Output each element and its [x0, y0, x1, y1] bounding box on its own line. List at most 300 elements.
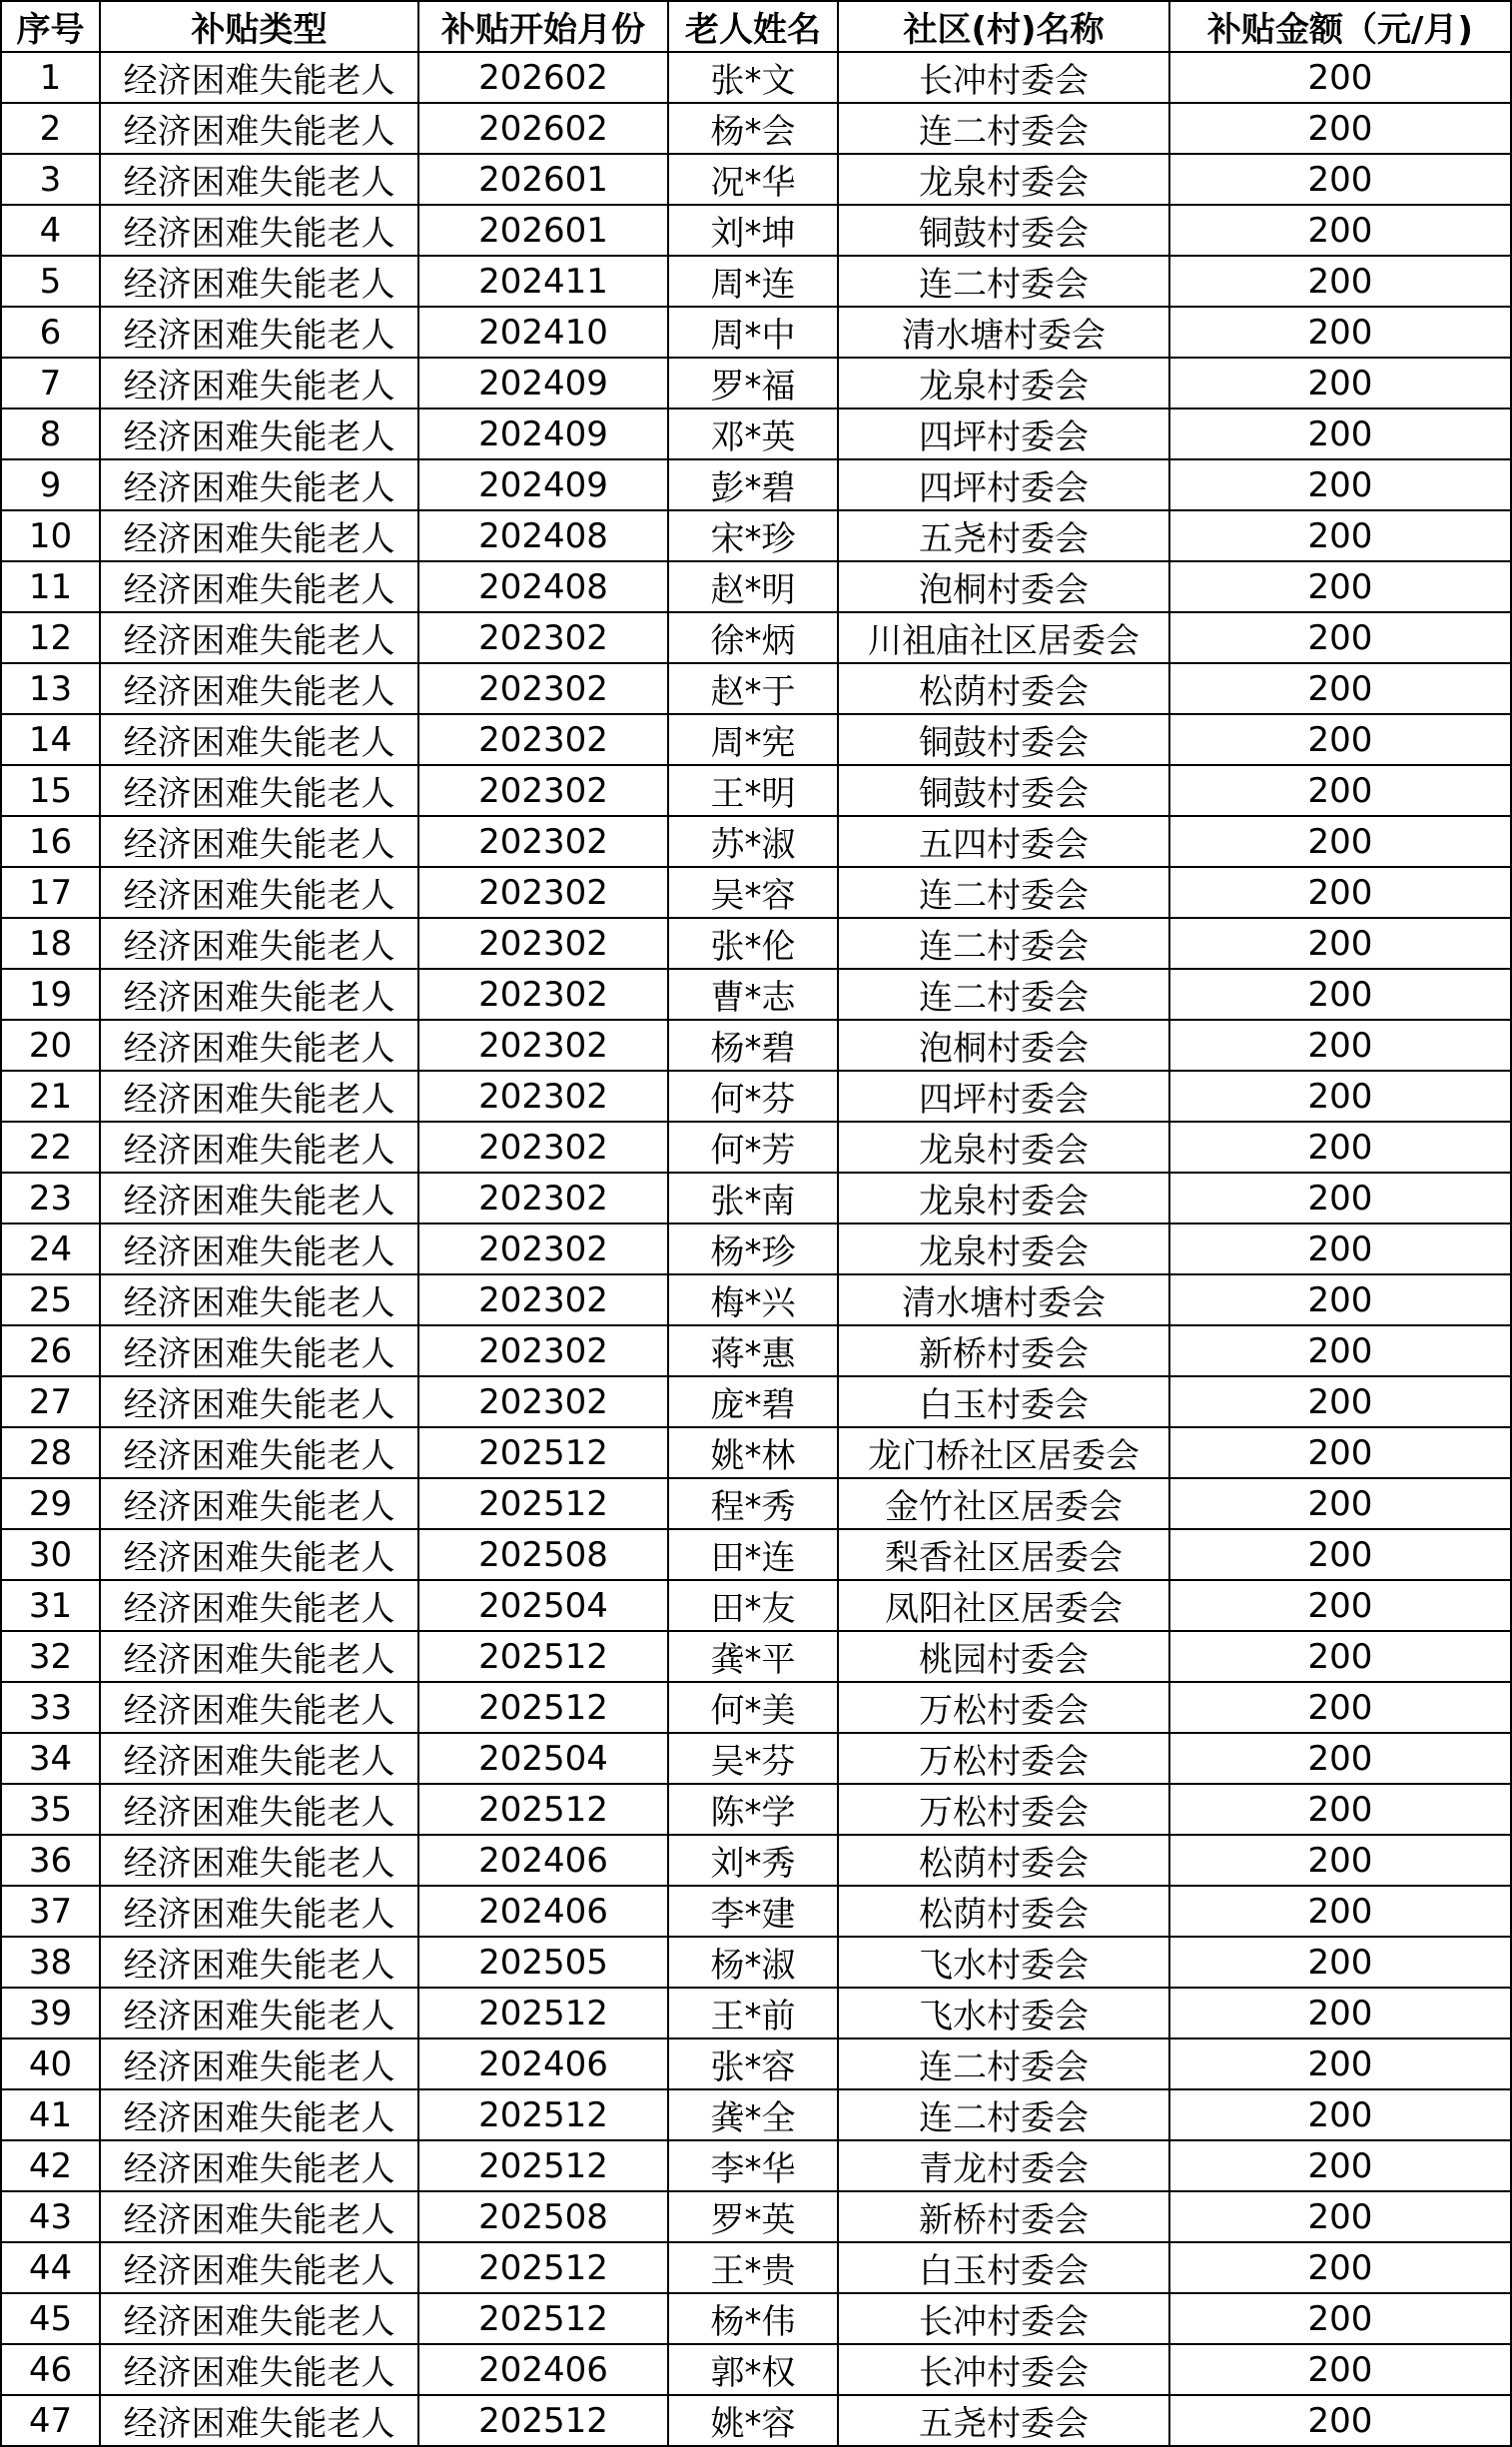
cell-subsidy-type: 经济困难失能老人: [100, 918, 418, 969]
cell-start-month: 202411: [418, 256, 668, 307]
cell-subsidy-type: 经济困难失能老人: [100, 1224, 418, 1274]
table-row: [1, 1682, 1511, 1733]
cell-amount: 200: [1169, 1937, 1511, 1988]
cell-amount: 200: [1169, 510, 1511, 561]
cell-elder-name: 张*容: [668, 2039, 838, 2089]
cell-serial: 16: [1, 816, 100, 867]
cell-elder-name: 王*前: [668, 1988, 838, 2039]
table-row: [1, 1733, 1511, 1784]
cell-subsidy-type: 经济困难失能老人: [100, 256, 418, 307]
cell-start-month: 202406: [418, 2344, 668, 2395]
cell-serial: 39: [1, 1988, 100, 2039]
cell-community: 连二村委会: [838, 2039, 1169, 2089]
table-row: [1, 765, 1511, 816]
cell-serial: 3: [1, 154, 100, 205]
cell-start-month: 202302: [418, 612, 668, 663]
cell-start-month: 202302: [418, 1122, 668, 1173]
cell-subsidy-type: 经济困难失能老人: [100, 1020, 418, 1071]
cell-subsidy-type: 经济困难失能老人: [100, 1886, 418, 1937]
cell-community: 泡桐村委会: [838, 1020, 1169, 1071]
cell-serial: 2: [1, 103, 100, 154]
cell-community: 铜鼓村委会: [838, 765, 1169, 816]
cell-community: 松荫村委会: [838, 1886, 1169, 1937]
cell-elder-name: 王*明: [668, 765, 838, 816]
cell-elder-name: 李*建: [668, 1886, 838, 1937]
cell-community: 桃园村委会: [838, 1631, 1169, 1682]
table-row: [1, 2395, 1511, 2446]
cell-elder-name: 姚*容: [668, 2395, 838, 2446]
cell-start-month: 202512: [418, 2293, 668, 2344]
cell-serial: 4: [1, 205, 100, 256]
header-amount: 补贴金额（元/月): [1169, 1, 1511, 52]
cell-amount: 200: [1169, 867, 1511, 918]
cell-start-month: 202512: [418, 2140, 668, 2191]
cell-amount: 200: [1169, 256, 1511, 307]
cell-serial: 20: [1, 1020, 100, 1071]
table-row: [1, 1478, 1511, 1529]
cell-amount: 200: [1169, 1173, 1511, 1224]
cell-subsidy-type: 经济困难失能老人: [100, 459, 418, 510]
cell-serial: 30: [1, 1529, 100, 1580]
table-row: [1, 510, 1511, 561]
cell-start-month: 202602: [418, 103, 668, 154]
cell-elder-name: 况*华: [668, 154, 838, 205]
cell-amount: 200: [1169, 1376, 1511, 1427]
table-row: [1, 918, 1511, 969]
cell-community: 万松村委会: [838, 1682, 1169, 1733]
cell-elder-name: 田*友: [668, 1580, 838, 1631]
cell-subsidy-type: 经济困难失能老人: [100, 2242, 418, 2293]
cell-community: 万松村委会: [838, 1784, 1169, 1835]
cell-subsidy-type: 经济困难失能老人: [100, 1071, 418, 1122]
cell-subsidy-type: 经济困难失能老人: [100, 1427, 418, 1478]
cell-subsidy-type: 经济困难失能老人: [100, 52, 418, 103]
cell-elder-name: 程*秀: [668, 1478, 838, 1529]
cell-subsidy-type: 经济困难失能老人: [100, 1784, 418, 1835]
cell-elder-name: 张*伦: [668, 918, 838, 969]
cell-subsidy-type: 经济困难失能老人: [100, 1376, 418, 1427]
cell-start-month: 202512: [418, 1988, 668, 2039]
cell-serial: 9: [1, 459, 100, 510]
cell-elder-name: 邓*英: [668, 408, 838, 459]
cell-subsidy-type: 经济困难失能老人: [100, 1733, 418, 1784]
cell-subsidy-type: 经济困难失能老人: [100, 867, 418, 918]
cell-amount: 200: [1169, 154, 1511, 205]
cell-elder-name: 杨*淑: [668, 1937, 838, 1988]
cell-subsidy-type: 经济困难失能老人: [100, 2191, 418, 2242]
cell-elder-name: 龚*全: [668, 2089, 838, 2140]
cell-amount: 200: [1169, 1427, 1511, 1478]
cell-amount: 200: [1169, 1325, 1511, 1376]
cell-elder-name: 罗*英: [668, 2191, 838, 2242]
cell-amount: 200: [1169, 1478, 1511, 1529]
header-elder-name: 老人姓名: [668, 1, 838, 52]
cell-community: 龙泉村委会: [838, 1224, 1169, 1274]
table-row: [1, 1224, 1511, 1274]
table-row: [1, 52, 1511, 103]
cell-start-month: 202406: [418, 1886, 668, 1937]
cell-elder-name: 彭*碧: [668, 459, 838, 510]
table-row: [1, 612, 1511, 663]
cell-serial: 38: [1, 1937, 100, 1988]
cell-community: 五尧村委会: [838, 2395, 1169, 2446]
cell-amount: 200: [1169, 358, 1511, 408]
cell-amount: 200: [1169, 2089, 1511, 2140]
cell-start-month: 202512: [418, 2395, 668, 2446]
cell-elder-name: 曹*志: [668, 969, 838, 1020]
cell-amount: 200: [1169, 1631, 1511, 1682]
cell-elder-name: 梅*兴: [668, 1274, 838, 1325]
cell-community: 清水塘村委会: [838, 307, 1169, 358]
cell-community: 龙门桥社区居委会: [838, 1427, 1169, 1478]
cell-serial: 34: [1, 1733, 100, 1784]
cell-community: 泡桐村委会: [838, 561, 1169, 612]
cell-subsidy-type: 经济困难失能老人: [100, 969, 418, 1020]
cell-serial: 40: [1, 2039, 100, 2089]
cell-community: 长冲村委会: [838, 2344, 1169, 2395]
cell-amount: 200: [1169, 1682, 1511, 1733]
table-row: [1, 1631, 1511, 1682]
cell-community: 飞水村委会: [838, 1937, 1169, 1988]
cell-elder-name: 李*华: [668, 2140, 838, 2191]
table-row: [1, 1376, 1511, 1427]
cell-amount: 200: [1169, 918, 1511, 969]
cell-start-month: 202302: [418, 1274, 668, 1325]
cell-start-month: 202504: [418, 1733, 668, 1784]
cell-elder-name: 王*贵: [668, 2242, 838, 2293]
cell-start-month: 202410: [418, 307, 668, 358]
cell-community: 白玉村委会: [838, 2242, 1169, 2293]
cell-serial: 11: [1, 561, 100, 612]
cell-serial: 25: [1, 1274, 100, 1325]
cell-start-month: 202512: [418, 1631, 668, 1682]
cell-community: 清水塘村委会: [838, 1274, 1169, 1325]
cell-elder-name: 苏*淑: [668, 816, 838, 867]
table-row: [1, 2293, 1511, 2344]
cell-amount: 200: [1169, 459, 1511, 510]
cell-start-month: 202302: [418, 969, 668, 1020]
table-row: [1, 2344, 1511, 2395]
cell-elder-name: 何*芬: [668, 1071, 838, 1122]
header-start-month: 补贴开始月份: [418, 1, 668, 52]
cell-amount: 200: [1169, 408, 1511, 459]
cell-community: 连二村委会: [838, 969, 1169, 1020]
cell-subsidy-type: 经济困难失能老人: [100, 2140, 418, 2191]
table-row: [1, 2140, 1511, 2191]
cell-community: 龙泉村委会: [838, 358, 1169, 408]
cell-amount: 200: [1169, 2395, 1511, 2446]
table-row: [1, 154, 1511, 205]
cell-serial: 45: [1, 2293, 100, 2344]
cell-community: 凤阳社区居委会: [838, 1580, 1169, 1631]
cell-subsidy-type: 经济困难失能老人: [100, 510, 418, 561]
cell-community: 龙泉村委会: [838, 1122, 1169, 1173]
cell-elder-name: 陈*学: [668, 1784, 838, 1835]
cell-start-month: 202302: [418, 867, 668, 918]
table-row: [1, 1122, 1511, 1173]
cell-start-month: 202406: [418, 1835, 668, 1886]
cell-amount: 200: [1169, 2039, 1511, 2089]
cell-amount: 200: [1169, 1784, 1511, 1835]
cell-start-month: 202408: [418, 510, 668, 561]
table-row: [1, 1427, 1511, 1478]
cell-elder-name: 田*连: [668, 1529, 838, 1580]
cell-serial: 43: [1, 2191, 100, 2242]
cell-amount: 200: [1169, 205, 1511, 256]
cell-serial: 12: [1, 612, 100, 663]
table-row: [1, 969, 1511, 1020]
cell-serial: 22: [1, 1122, 100, 1173]
cell-elder-name: 杨*伟: [668, 2293, 838, 2344]
cell-elder-name: 杨*珍: [668, 1224, 838, 1274]
cell-elder-name: 刘*秀: [668, 1835, 838, 1886]
header-community: 社区(村)名称: [838, 1, 1169, 52]
cell-amount: 200: [1169, 1224, 1511, 1274]
header-subsidy-type: 补贴类型: [100, 1, 418, 52]
table-row: [1, 205, 1511, 256]
cell-elder-name: 庞*碧: [668, 1376, 838, 1427]
cell-subsidy-type: 经济困难失能老人: [100, 1682, 418, 1733]
cell-elder-name: 徐*炳: [668, 612, 838, 663]
cell-community: 龙泉村委会: [838, 154, 1169, 205]
table-body: [1, 52, 1511, 2446]
cell-amount: 200: [1169, 2242, 1511, 2293]
cell-start-month: 202512: [418, 2242, 668, 2293]
cell-amount: 200: [1169, 561, 1511, 612]
cell-start-month: 202512: [418, 1682, 668, 1733]
cell-start-month: 202504: [418, 1580, 668, 1631]
cell-subsidy-type: 经济困难失能老人: [100, 154, 418, 205]
cell-amount: 200: [1169, 969, 1511, 1020]
cell-subsidy-type: 经济困难失能老人: [100, 714, 418, 765]
cell-subsidy-type: 经济困难失能老人: [100, 1580, 418, 1631]
cell-community: 青龙村委会: [838, 2140, 1169, 2191]
cell-elder-name: 罗*福: [668, 358, 838, 408]
cell-elder-name: 何*美: [668, 1682, 838, 1733]
cell-community: 金竹社区居委会: [838, 1478, 1169, 1529]
table-row: [1, 1988, 1511, 2039]
table-row: [1, 2089, 1511, 2140]
cell-subsidy-type: 经济困难失能老人: [100, 1325, 418, 1376]
cell-community: 四坪村委会: [838, 408, 1169, 459]
cell-elder-name: 赵*于: [668, 663, 838, 714]
cell-serial: 29: [1, 1478, 100, 1529]
cell-community: 梨香社区居委会: [838, 1529, 1169, 1580]
cell-start-month: 202302: [418, 1020, 668, 1071]
cell-start-month: 202505: [418, 1937, 668, 1988]
cell-amount: 200: [1169, 765, 1511, 816]
cell-elder-name: 姚*林: [668, 1427, 838, 1478]
cell-community: 连二村委会: [838, 103, 1169, 154]
cell-amount: 200: [1169, 2191, 1511, 2242]
cell-elder-name: 蒋*惠: [668, 1325, 838, 1376]
cell-start-month: 202601: [418, 154, 668, 205]
header-serial: 序号: [1, 1, 100, 52]
table-row: [1, 1325, 1511, 1376]
cell-serial: 26: [1, 1325, 100, 1376]
cell-subsidy-type: 经济困难失能老人: [100, 1173, 418, 1224]
cell-community: 连二村委会: [838, 918, 1169, 969]
cell-subsidy-type: 经济困难失能老人: [100, 1835, 418, 1886]
cell-start-month: 202302: [418, 1224, 668, 1274]
cell-subsidy-type: 经济困难失能老人: [100, 408, 418, 459]
table-row: [1, 1020, 1511, 1071]
cell-subsidy-type: 经济困难失能老人: [100, 2293, 418, 2344]
table-row: [1, 1886, 1511, 1937]
cell-start-month: 202302: [418, 714, 668, 765]
cell-elder-name: 杨*会: [668, 103, 838, 154]
cell-amount: 200: [1169, 663, 1511, 714]
cell-start-month: 202302: [418, 1071, 668, 1122]
cell-subsidy-type: 经济困难失能老人: [100, 307, 418, 358]
cell-community: 连二村委会: [838, 867, 1169, 918]
cell-serial: 1: [1, 52, 100, 103]
cell-community: 四坪村委会: [838, 459, 1169, 510]
cell-start-month: 202602: [418, 52, 668, 103]
cell-community: 五尧村委会: [838, 510, 1169, 561]
cell-elder-name: 周*宪: [668, 714, 838, 765]
cell-elder-name: 周*连: [668, 256, 838, 307]
cell-subsidy-type: 经济困难失能老人: [100, 1988, 418, 2039]
cell-serial: 27: [1, 1376, 100, 1427]
table-row: [1, 2242, 1511, 2293]
cell-serial: 19: [1, 969, 100, 1020]
cell-serial: 28: [1, 1427, 100, 1478]
table-row: [1, 1580, 1511, 1631]
cell-serial: 32: [1, 1631, 100, 1682]
table-row: [1, 2039, 1511, 2089]
cell-community: 龙泉村委会: [838, 1173, 1169, 1224]
cell-subsidy-type: 经济困难失能老人: [100, 765, 418, 816]
cell-start-month: 202302: [418, 765, 668, 816]
cell-serial: 41: [1, 2089, 100, 2140]
cell-subsidy-type: 经济困难失能老人: [100, 103, 418, 154]
cell-amount: 200: [1169, 103, 1511, 154]
cell-subsidy-type: 经济困难失能老人: [100, 612, 418, 663]
cell-subsidy-type: 经济困难失能老人: [100, 663, 418, 714]
cell-subsidy-type: 经济困难失能老人: [100, 1631, 418, 1682]
cell-serial: 35: [1, 1784, 100, 1835]
cell-start-month: 202409: [418, 358, 668, 408]
cell-community: 连二村委会: [838, 2089, 1169, 2140]
table-row: [1, 1274, 1511, 1325]
cell-serial: 7: [1, 358, 100, 408]
table-row: [1, 307, 1511, 358]
cell-amount: 200: [1169, 1122, 1511, 1173]
cell-elder-name: 刘*坤: [668, 205, 838, 256]
table-row: [1, 867, 1511, 918]
cell-community: 新桥村委会: [838, 1325, 1169, 1376]
table-header: [1, 1, 1511, 52]
cell-amount: 200: [1169, 1529, 1511, 1580]
cell-elder-name: 吴*芬: [668, 1733, 838, 1784]
cell-elder-name: 张*文: [668, 52, 838, 103]
table-row: [1, 1784, 1511, 1835]
cell-amount: 200: [1169, 1274, 1511, 1325]
cell-amount: 200: [1169, 816, 1511, 867]
cell-amount: 200: [1169, 1733, 1511, 1784]
cell-start-month: 202508: [418, 2191, 668, 2242]
cell-community: 五四村委会: [838, 816, 1169, 867]
cell-elder-name: 张*南: [668, 1173, 838, 1224]
cell-elder-name: 宋*珍: [668, 510, 838, 561]
cell-amount: 200: [1169, 1071, 1511, 1122]
cell-community: 川祖庙社区居委会: [838, 612, 1169, 663]
table-row: [1, 1173, 1511, 1224]
table-row: [1, 663, 1511, 714]
cell-serial: 31: [1, 1580, 100, 1631]
cell-amount: 200: [1169, 1886, 1511, 1937]
cell-subsidy-type: 经济困难失能老人: [100, 1274, 418, 1325]
cell-serial: 15: [1, 765, 100, 816]
cell-subsidy-type: 经济困难失能老人: [100, 1529, 418, 1580]
cell-start-month: 202302: [418, 1376, 668, 1427]
table-row: [1, 816, 1511, 867]
cell-serial: 5: [1, 256, 100, 307]
cell-community: 长冲村委会: [838, 2293, 1169, 2344]
header-row: [1, 1, 1511, 52]
cell-elder-name: 赵*明: [668, 561, 838, 612]
cell-community: 松荫村委会: [838, 1835, 1169, 1886]
cell-elder-name: 郭*权: [668, 2344, 838, 2395]
cell-elder-name: 吴*容: [668, 867, 838, 918]
cell-community: 飞水村委会: [838, 1988, 1169, 2039]
cell-serial: 36: [1, 1835, 100, 1886]
cell-community: 白玉村委会: [838, 1376, 1169, 1427]
cell-community: 四坪村委会: [838, 1071, 1169, 1122]
cell-start-month: 202512: [418, 1784, 668, 1835]
cell-start-month: 202302: [418, 1325, 668, 1376]
cell-elder-name: 何*芳: [668, 1122, 838, 1173]
cell-serial: 8: [1, 408, 100, 459]
cell-amount: 200: [1169, 2140, 1511, 2191]
table-row: [1, 1835, 1511, 1886]
cell-amount: 200: [1169, 1988, 1511, 2039]
cell-subsidy-type: 经济困难失能老人: [100, 2395, 418, 2446]
table-row: [1, 459, 1511, 510]
cell-serial: 14: [1, 714, 100, 765]
table-row: [1, 103, 1511, 154]
cell-elder-name: 龚*平: [668, 1631, 838, 1682]
cell-subsidy-type: 经济困难失能老人: [100, 2344, 418, 2395]
cell-serial: 23: [1, 1173, 100, 1224]
cell-start-month: 202508: [418, 1529, 668, 1580]
cell-start-month: 202302: [418, 1173, 668, 1224]
cell-subsidy-type: 经济困难失能老人: [100, 2089, 418, 2140]
table-row: [1, 358, 1511, 408]
cell-subsidy-type: 经济困难失能老人: [100, 1937, 418, 1988]
table-row: [1, 714, 1511, 765]
cell-community: 铜鼓村委会: [838, 205, 1169, 256]
cell-start-month: 202512: [418, 1478, 668, 1529]
cell-serial: 46: [1, 2344, 100, 2395]
cell-subsidy-type: 经济困难失能老人: [100, 2039, 418, 2089]
cell-serial: 33: [1, 1682, 100, 1733]
cell-elder-name: 周*中: [668, 307, 838, 358]
cell-start-month: 202302: [418, 918, 668, 969]
cell-community: 连二村委会: [838, 256, 1169, 307]
cell-serial: 10: [1, 510, 100, 561]
cell-serial: 42: [1, 2140, 100, 2191]
table-row: [1, 1071, 1511, 1122]
cell-amount: 200: [1169, 612, 1511, 663]
cell-amount: 200: [1169, 1020, 1511, 1071]
cell-subsidy-type: 经济困难失能老人: [100, 1478, 418, 1529]
table-row: [1, 408, 1511, 459]
cell-start-month: 202302: [418, 816, 668, 867]
cell-amount: 200: [1169, 2293, 1511, 2344]
cell-community: 长冲村委会: [838, 52, 1169, 103]
